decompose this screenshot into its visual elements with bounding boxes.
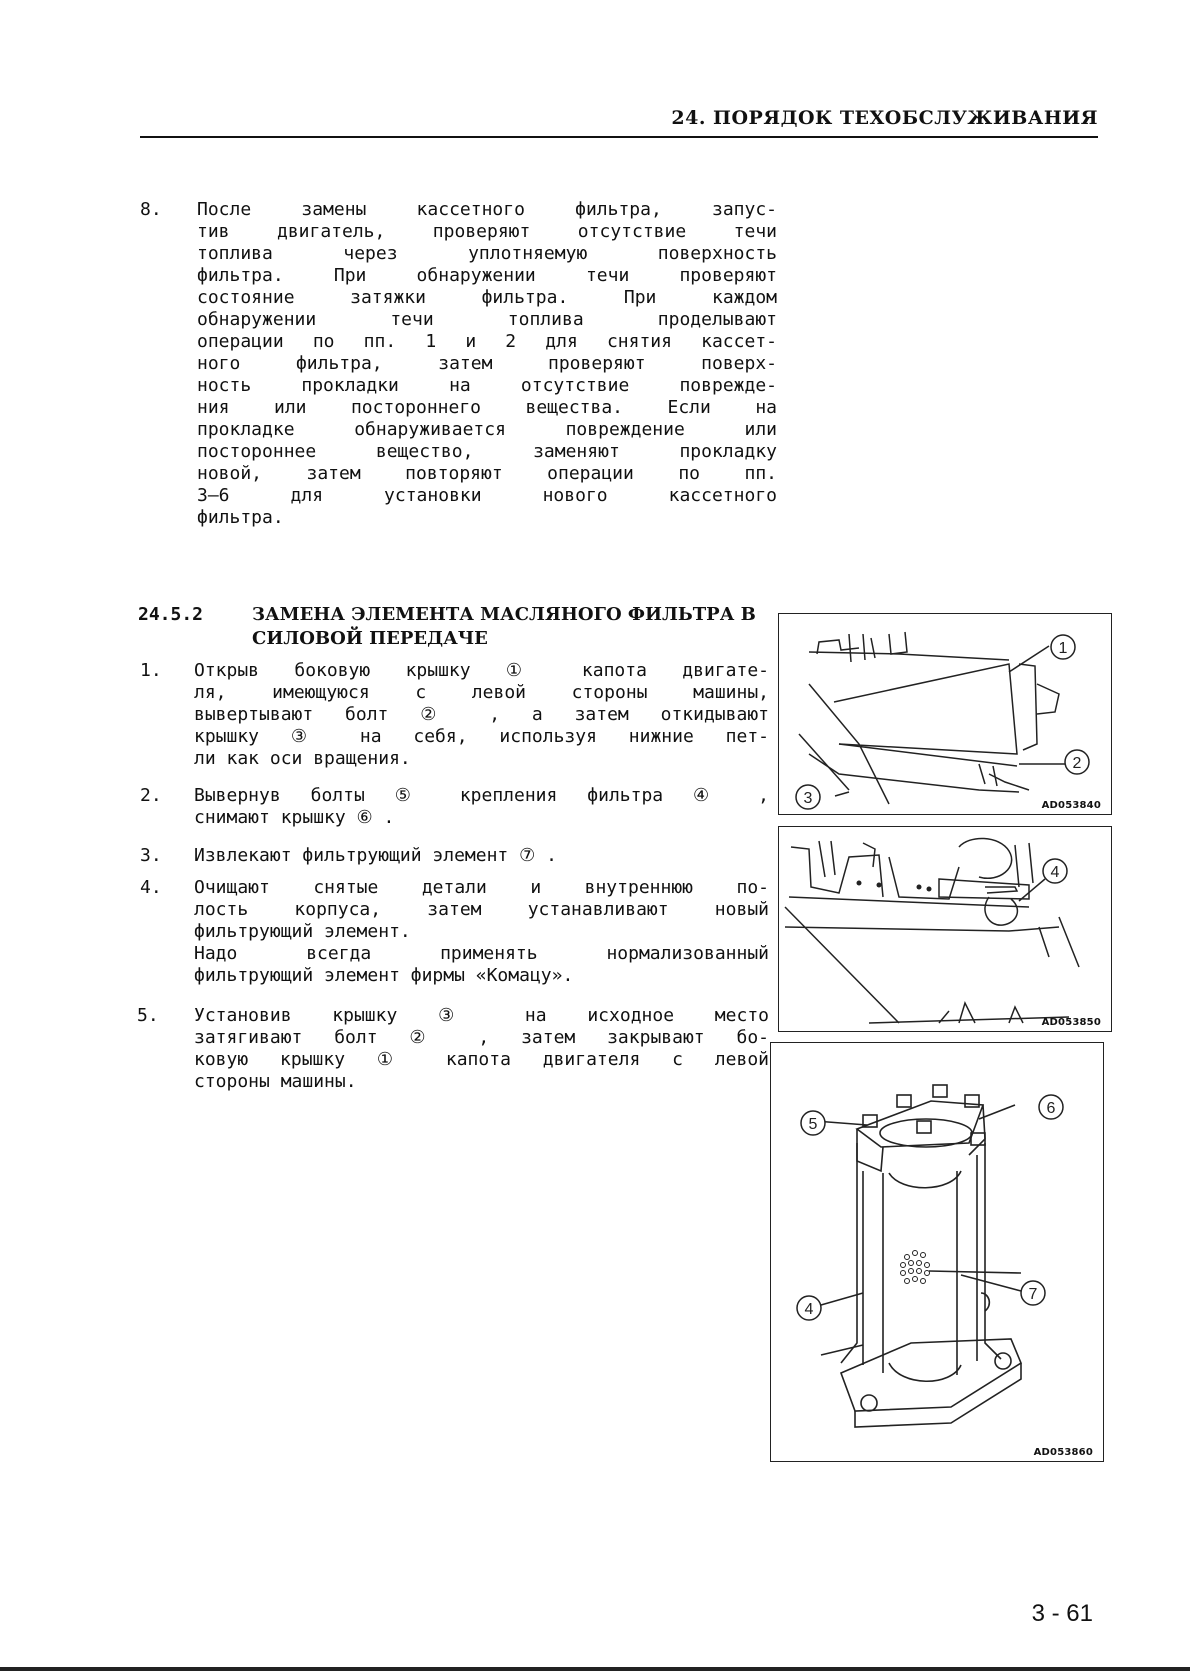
footer-divider — [0, 1667, 1190, 1671]
text-line: снимают крышку ⑥ . — [194, 807, 395, 828]
section-number: 24.5.2 — [138, 604, 204, 625]
callout-label: 3 — [803, 790, 813, 807]
text-line: вывертывают болт ② , а затем откидывают — [194, 704, 769, 725]
text-line: 3—6 для установки нового кассетного — [197, 485, 777, 506]
text-line: Извлекают фильтрующий элемент ⑦ . — [194, 845, 557, 866]
page-header-title: 24. ПОРЯДОК ТЕХОБСЛУЖИВАНИЯ — [671, 107, 1098, 129]
text-line: прокладке обнаруживается повреждение или — [197, 419, 777, 440]
header-divider — [140, 136, 1098, 138]
step-4-number: 4. — [140, 877, 162, 898]
callout-5 — [801, 1111, 825, 1135]
step-3-number: 3. — [140, 845, 162, 866]
text-line: Надо всегда применять нормализованный — [194, 943, 769, 964]
text-line: новой, затем повторяют операции по пп. — [197, 463, 777, 484]
text-line: Вывернув болты ⑤ крепления фильтра ④ , — [194, 785, 769, 806]
step-3-text — [194, 845, 769, 867]
item-8-text — [197, 199, 777, 529]
text-line: тив двигатель, проверяют отсутствие течи — [197, 221, 777, 242]
text-line: ли как оси вращения. — [194, 748, 411, 769]
step-2-text — [194, 785, 769, 829]
callout-label: 7 — [1028, 1286, 1038, 1303]
text-line: ковую крышку ① капота двигателя с левой — [194, 1049, 769, 1070]
text-line: ность прокладки на отсутствие поврежде- — [197, 375, 777, 396]
callout-label: 5 — [808, 1116, 818, 1133]
filter-location-illustration — [779, 827, 1111, 1031]
callout-6 — [1039, 1095, 1063, 1119]
text-line: обнаружении течи топлива проделывают — [197, 309, 777, 330]
figure-filter-assembly — [770, 1042, 1104, 1462]
figure-code: AD053860 — [1033, 1447, 1093, 1458]
callout-label: 4 — [1050, 864, 1060, 881]
callout-2 — [1065, 750, 1089, 774]
page-number: 3 - 61 — [1031, 1600, 1093, 1627]
step-1-text — [194, 660, 769, 770]
text-line: лость корпуса, затем устанавливают новый — [194, 899, 769, 920]
text-line: затягивают болт ② , затем закрывают бо- — [194, 1027, 769, 1048]
text-line: топлива через уплотняемую поверхность — [197, 243, 777, 264]
callout-4 — [797, 1296, 821, 1320]
section-title-line: СИЛОВОЙ ПЕРЕДАЧЕ — [252, 628, 488, 649]
text-line: состояние затяжки фильтра. При каждом — [197, 287, 777, 308]
text-line: фильтрующий элемент. — [194, 921, 411, 942]
callout-label: 6 — [1046, 1100, 1056, 1117]
step-4-text — [194, 877, 769, 987]
text-line: ния или постороннего вещества. Если на — [197, 397, 777, 418]
figure-hood-cover — [778, 613, 1112, 815]
step-2-number: 2. — [140, 785, 162, 806]
text-line: Открыв боковую крышку ① капота двигате- — [194, 660, 769, 681]
text-line: ного фильтра, затем проверяют поверх- — [197, 353, 777, 374]
section-title — [252, 603, 767, 651]
section-title-line: ЗАМЕНА ЭЛЕМЕНТА МАСЛЯНОГО ФИЛЬТРА В — [252, 604, 756, 625]
figure-code: AD053850 — [1041, 1017, 1101, 1028]
text-line: фильтра. — [197, 507, 284, 528]
callout-4 — [1043, 859, 1067, 883]
text-line: Установив крышку ③ на исходное место — [194, 1005, 769, 1026]
step-5-text — [194, 1005, 769, 1093]
callout-3 — [796, 785, 820, 809]
callout-label: 2 — [1072, 755, 1082, 772]
text-line: постороннее вещество, заменяют прокладку — [197, 441, 777, 462]
text-line: операции по пп. 1 и 2 для снятия кассет- — [197, 331, 777, 352]
text-line: После замены кассетного фильтра, запус- — [197, 199, 777, 220]
text-line: фильтра. При обнаружении течи проверяют — [197, 265, 777, 286]
hood-cover-illustration — [779, 614, 1111, 814]
step-1-number: 1. — [140, 660, 162, 681]
item-8-number: 8. — [140, 199, 162, 220]
text-line: Очищают снятые детали и внутреннюю по- — [194, 877, 769, 898]
step-5-number: 5. — [137, 1005, 159, 1026]
callout-1 — [1051, 635, 1075, 659]
callout-label: 4 — [804, 1301, 814, 1318]
figure-code: AD053840 — [1041, 800, 1101, 811]
text-line: фильтрующий элемент фирмы «Комацу». — [194, 965, 574, 986]
filter-assembly-illustration — [771, 1043, 1103, 1461]
text-line: стороны машины. — [194, 1071, 357, 1092]
callout-7 — [1021, 1281, 1045, 1305]
text-line: крышку ③ на себя, используя нижние пет- — [194, 726, 769, 747]
text-line: ля, имеющуюся с левой стороны машины, — [194, 682, 769, 703]
figure-filter-location — [778, 826, 1112, 1032]
callout-label: 1 — [1058, 640, 1068, 657]
